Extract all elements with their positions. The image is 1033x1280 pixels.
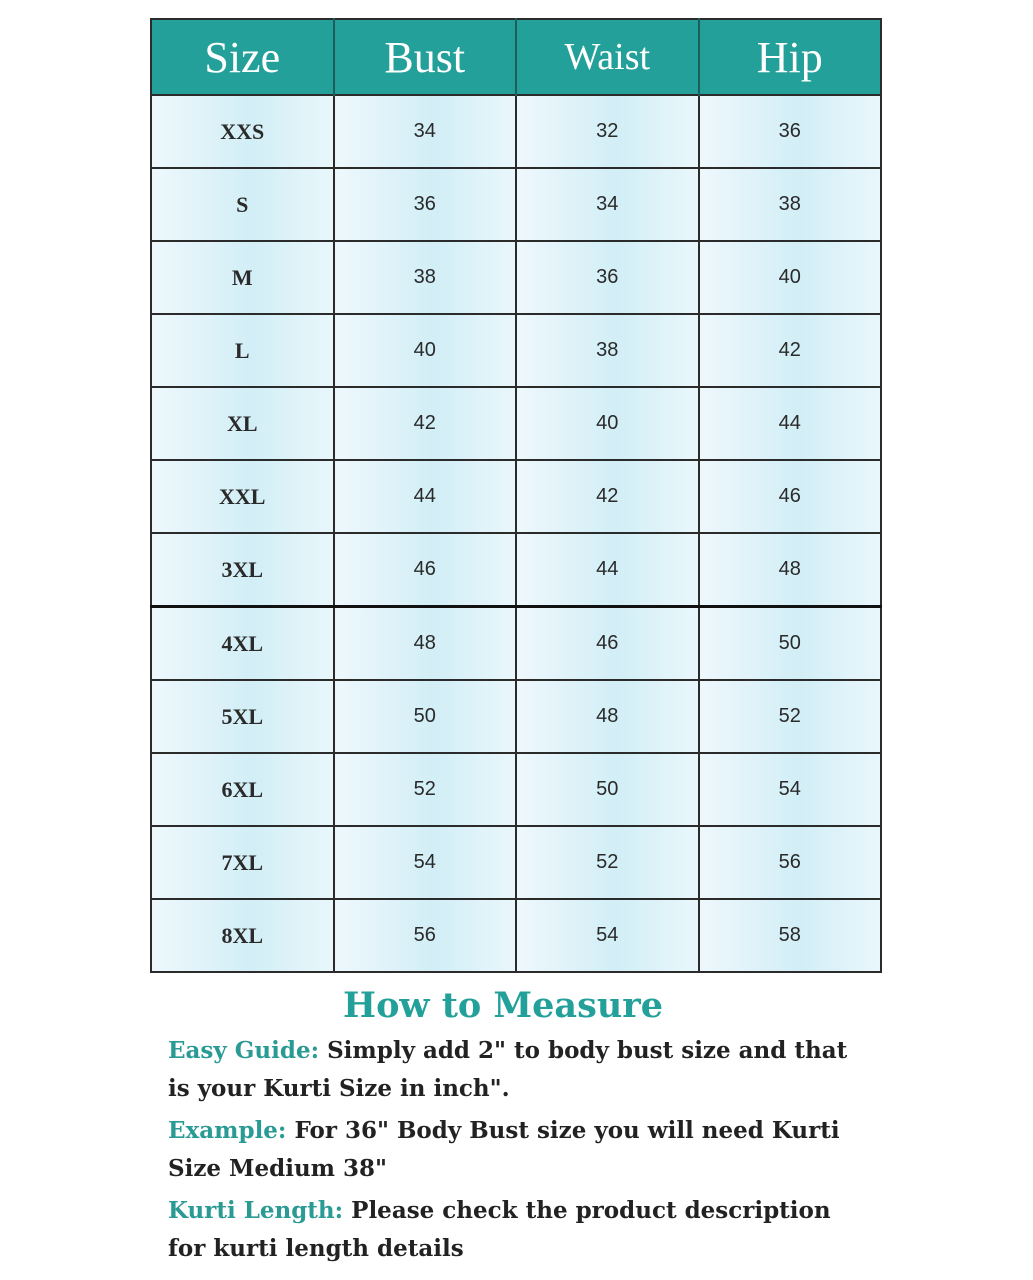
waist-cell: 36: [516, 241, 699, 314]
hip-cell: 36: [699, 95, 882, 168]
size-cell: 6XL: [151, 753, 334, 826]
bust-cell: 52: [334, 753, 517, 826]
table-row: [151, 241, 881, 314]
table-row: [151, 314, 881, 387]
hip-cell: 38: [699, 168, 882, 241]
header-waist: Waist: [516, 19, 699, 95]
kurti-length-body: Please check the product description for kurti length details: [168, 1197, 831, 1262]
size-cell: XXS: [151, 95, 334, 168]
easy-guide-label: Easy Guide:: [168, 1037, 320, 1064]
waist-cell: 50: [516, 753, 699, 826]
bust-cell: 54: [334, 826, 517, 899]
hip-cell: 58: [699, 899, 882, 972]
waist-cell: 46: [516, 607, 699, 681]
table-header-row: [151, 19, 881, 95]
hip-cell: 40: [699, 241, 882, 314]
size-cell: 7XL: [151, 826, 334, 899]
waist-cell: 32: [516, 95, 699, 168]
bust-cell: 42: [334, 387, 517, 460]
guide-title: How to Measure: [343, 985, 663, 1026]
kurti-length-text: [168, 1192, 868, 1268]
waist-cell: 34: [516, 168, 699, 241]
table-row: [151, 95, 881, 168]
example-label: Example:: [168, 1117, 287, 1144]
example-body: For 36" Body Bust size you will need Kurti Size Medium 38": [168, 1117, 840, 1182]
size-cell: XL: [151, 387, 334, 460]
size-cell: 8XL: [151, 899, 334, 972]
hip-cell: 50: [699, 607, 882, 681]
header-hip: Hip: [699, 19, 882, 95]
example-text: [168, 1112, 868, 1188]
table-row: [151, 899, 881, 972]
waist-cell: 40: [516, 387, 699, 460]
hip-cell: 56: [699, 826, 882, 899]
table-row: [151, 680, 881, 753]
kurti-length-label: Kurti Length:: [168, 1197, 344, 1224]
bust-cell: 34: [334, 95, 517, 168]
table-row: [151, 168, 881, 241]
easy-guide-body: Simply add 2" to body bust size and that is your Kurti Size in inch".: [168, 1037, 848, 1102]
header-bust: Bust: [334, 19, 517, 95]
waist-cell: 42: [516, 460, 699, 533]
hip-cell: 54: [699, 753, 882, 826]
waist-cell: 52: [516, 826, 699, 899]
bust-cell: 36: [334, 168, 517, 241]
measure-guide: [168, 985, 868, 1272]
table-row: [151, 607, 881, 681]
bust-cell: 56: [334, 899, 517, 972]
hip-cell: 42: [699, 314, 882, 387]
hip-cell: 52: [699, 680, 882, 753]
bust-cell: 50: [334, 680, 517, 753]
waist-cell: 54: [516, 899, 699, 972]
size-chart-table: [150, 18, 882, 973]
size-cell: S: [151, 168, 334, 241]
size-cell: 5XL: [151, 680, 334, 753]
waist-cell: 44: [516, 533, 699, 607]
waist-cell: 48: [516, 680, 699, 753]
waist-cell: 38: [516, 314, 699, 387]
hip-cell: 46: [699, 460, 882, 533]
bust-cell: 40: [334, 314, 517, 387]
bust-cell: 38: [334, 241, 517, 314]
table-row: [151, 753, 881, 826]
bust-cell: 48: [334, 607, 517, 681]
table-row: [151, 387, 881, 460]
header-size: Size: [151, 19, 334, 95]
table-row: [151, 460, 881, 533]
size-cell: L: [151, 314, 334, 387]
size-cell: 4XL: [151, 607, 334, 681]
size-cell: 3XL: [151, 533, 334, 607]
table-row: [151, 533, 881, 607]
hip-cell: 48: [699, 533, 882, 607]
bust-cell: 44: [334, 460, 517, 533]
bust-cell: 46: [334, 533, 517, 607]
size-cell: M: [151, 241, 334, 314]
easy-guide-text: [168, 1032, 868, 1108]
hip-cell: 44: [699, 387, 882, 460]
size-cell: XXL: [151, 460, 334, 533]
table-row: [151, 826, 881, 899]
